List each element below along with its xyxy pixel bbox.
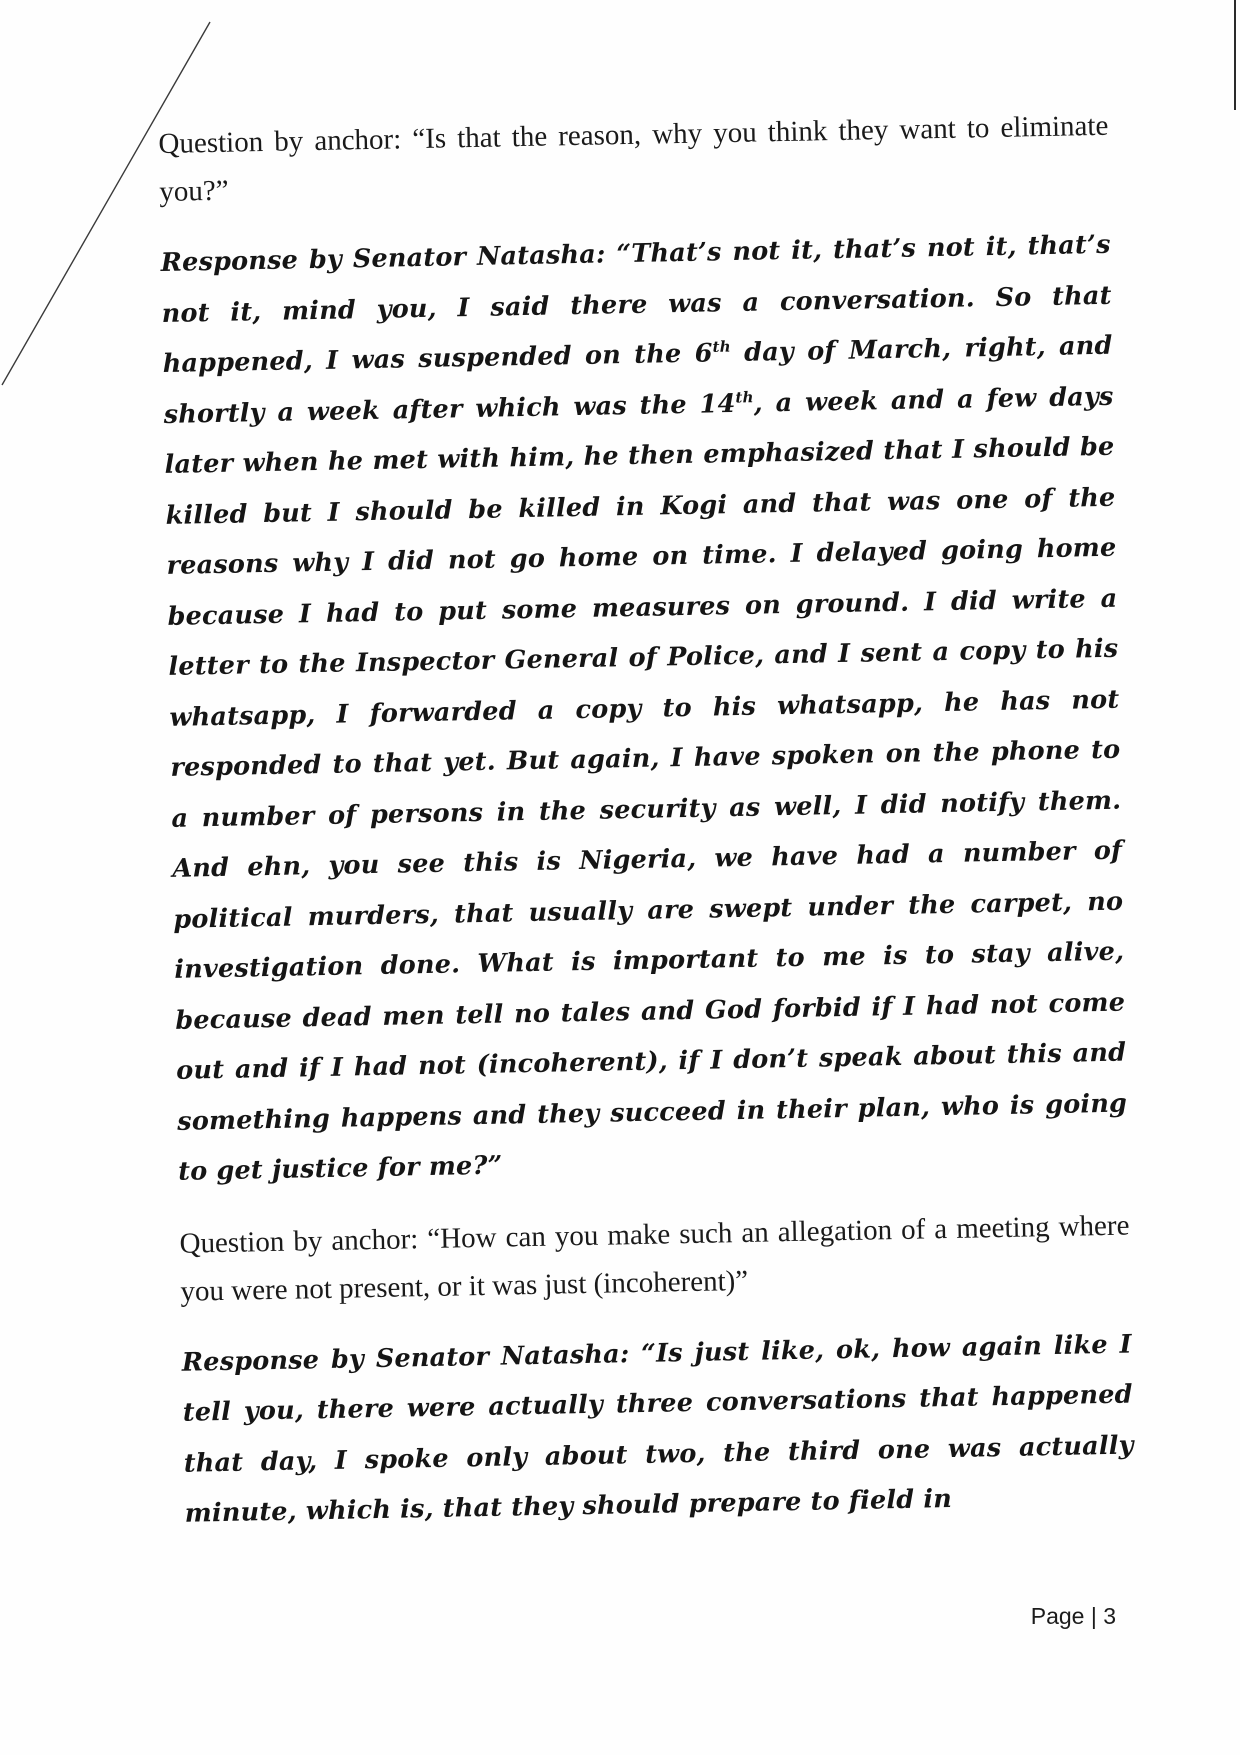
question-text: “Is that the reason, why you think they want to eliminate you?” <box>159 109 1109 208</box>
question-text: “How can you make such an allegation of a meeting where you were not present, or it was just (incoherent)” <box>180 1209 1130 1308</box>
question-label: Question by anchor: <box>179 1222 419 1260</box>
response-paragraph-2 <box>181 1319 1135 1539</box>
response-text-part-2: day of March, right, and shortly a week after which was the 14 <box>163 330 1113 430</box>
response-text-part-3: , a week and a few days later when he met with him, he then emphasized that I should be killed but I should be killed in Kogi and that was one of the reasons why I did not go home on time. I delayed going home because I had to put some measures on ground. I did write a letter to the Inspector General of Police, and I sent a copy to his whatsapp, I forwarded a copy to his whatsapp, he has not responded to that yet. But again, I have spoken on the phone to a number of persons in the security as well, I did notify them. And ehn, you see this is Nigeria, we have had a number of political murders, that usually are swept under the carpet, no investigation done. What is important to me is to stay alive, because dead men tell no tales and God forbid if I had not come out and if I had not (incoherent), if I don’t speak about this and something happens and they succeed in their plan, who is going to get justice for me?” <box>164 381 1128 1187</box>
transcript-body <box>158 102 1135 1561</box>
response-label: Response by Senator Natasha: <box>160 239 606 278</box>
response-text: “Is just like, ok, how again like I tell you, there were actually three conversations that happened that day, I spoke only about two, the third one was actually minute, which is, that they should prepare to field in <box>182 1329 1134 1529</box>
response-paragraph-1 <box>160 220 1128 1198</box>
response-text-part-1: “That’s not it, that’s not it, that’s not it, mind you, I said there was a conversation. So that happened, I was suspended on the 6 <box>161 229 1112 379</box>
page-number: Page | 3 <box>1030 1603 1116 1629</box>
ordinal-suffix: th <box>712 337 731 356</box>
ordinal-suffix: th <box>735 387 754 406</box>
scan-edge-mark <box>1234 0 1236 110</box>
response-label: Response by Senator Natasha: <box>181 1338 630 1378</box>
question-label: Question by anchor: <box>158 123 402 160</box>
question-paragraph-1 <box>158 102 1110 216</box>
question-paragraph-2 <box>179 1201 1131 1315</box>
